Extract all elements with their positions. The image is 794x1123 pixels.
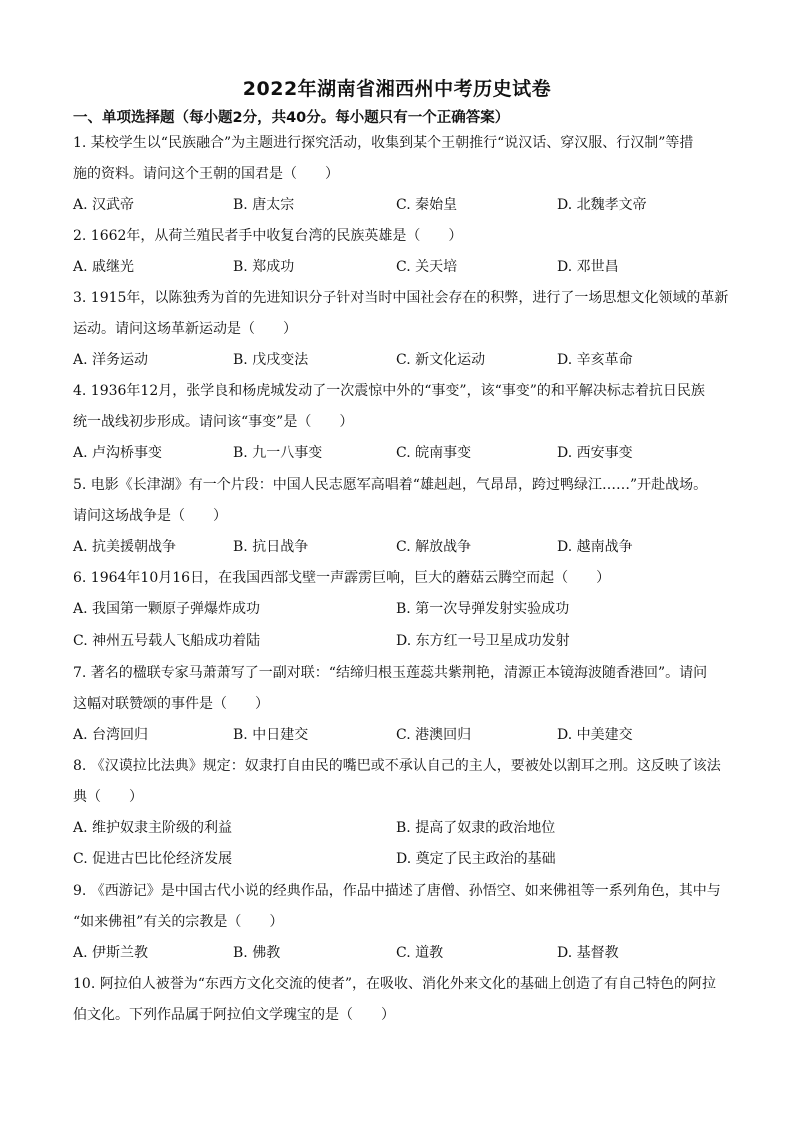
option-d: D. 基督教 [557, 945, 619, 961]
options-7 [73, 720, 723, 751]
question-text: 3. 1915年，以陈独秀为首的先进知识分子针对当时中国社会存在的积弊，进行了一场思想文化领域的革新 [73, 290, 729, 306]
question-text: 施的资料。请问这个王朝的国君是（ ） [73, 166, 339, 182]
option-b: B. 九一八事变 [233, 445, 323, 461]
option-d: D. 中美建交 [557, 727, 633, 743]
options-8-row-2 [73, 844, 723, 875]
question-3 [73, 283, 729, 345]
option-b: B. 唐太宗 [233, 197, 295, 213]
option-d: D. 邓世昌 [557, 259, 619, 275]
options-9 [73, 938, 723, 969]
option-d: D. 北魏孝文帝 [557, 197, 647, 213]
option-c: C. 解放战争 [396, 539, 472, 555]
option-b: B. 中日建交 [233, 727, 309, 743]
option-a: A. 汉武帝 [73, 197, 135, 213]
option-c: C. 促进古巴比伦经济发展 [73, 851, 233, 867]
option-c: C. 关天培 [396, 259, 458, 275]
option-c: C. 港澳回归 [396, 727, 472, 743]
option-a: A. 伊斯兰教 [73, 945, 149, 961]
option-d: D. 奠定了民主政治的基础 [396, 851, 556, 867]
option-d: D. 东方红一号卫星成功发射 [396, 633, 570, 649]
option-d: D. 越南战争 [557, 539, 633, 555]
question-text: 请问这场战争是（ ） [73, 508, 227, 524]
question-9 [73, 876, 723, 938]
option-a: A. 维护奴隶主阶级的利益 [73, 820, 233, 836]
option-a: A. 抗美援朝战争 [73, 539, 177, 555]
question-8 [73, 751, 723, 813]
option-a: A. 洋务运动 [73, 352, 149, 368]
question-4 [73, 376, 723, 438]
question-text: 伯文化。下列作品属于阿拉伯文学瑰宝的是（ ） [73, 1007, 395, 1023]
options-1 [73, 190, 723, 221]
section-heading: 一、单项选择题（每小题2分，共40分。每小题只有一个正确答案） [73, 110, 510, 126]
question-5 [73, 470, 723, 532]
options-6-row-1 [73, 594, 723, 625]
question-text: 8. 《汉谟拉比法典》规定：奴隶打自由民的嘴巴或不承认自己的主人，要被处以割耳之刑。这反映了该法 [73, 758, 721, 774]
option-b: B. 提高了奴隶的政治地位 [396, 820, 556, 836]
options-4 [73, 438, 723, 469]
option-c: C. 新文化运动 [396, 352, 486, 368]
options-2 [73, 252, 723, 283]
question-text: 5. 电影《长津湖》有一个片段：中国人民志愿军高唱着“雄赳赳，气昂昂，跨过鸭绿江……”开赴战场。 [73, 477, 708, 493]
option-c: C. 道教 [396, 945, 444, 961]
question-text: 1. 某校学生以“民族融合”为主题进行探究活动，收集到某个王朝推行“说汉话、穿汉服、行汉制”等措 [73, 135, 694, 151]
question-text: “如来佛祖”有关的宗教是（ ） [73, 914, 284, 930]
options-3 [73, 345, 723, 376]
question-text: 这幅对联赞颂的事件是（ ） [73, 696, 269, 712]
option-a: A. 戚继光 [73, 259, 135, 275]
question-text: 2. 1662年，从荷兰殖民者手中收复台湾的民族英雄是（ ） [73, 228, 463, 244]
question-text: 9. 《西游记》是中国古代小说的经典作品，作品中描述了唐僧、孙悟空、如来佛祖等一系列角色，其中与 [73, 883, 721, 899]
question-text: 6. 1964年10月16日，在我国西部戈壁一声霹雳巨响，巨大的蘑菇云腾空而起（ ） [73, 570, 611, 586]
option-b: B. 郑成功 [233, 259, 295, 275]
option-a: A. 我国第一颗原子弹爆炸成功 [73, 601, 261, 617]
question-7 [73, 658, 723, 720]
question-text: 运动。请问这场革新运动是（ ） [73, 321, 297, 337]
option-d: D. 西安事变 [557, 445, 633, 461]
question-text: 统一战线初步形成。请问该“事变”是（ ） [73, 414, 354, 430]
option-b: B. 第一次导弹发射实验成功 [396, 601, 570, 617]
options-5 [73, 532, 723, 563]
question-text: 10. 阿拉伯人被誉为“东西方文化交流的使者”，在吸收、消化外来文化的基础上创造了有自己特色的阿拉 [73, 976, 717, 992]
question-6 [73, 563, 723, 594]
question-text: 典（ ） [73, 789, 143, 805]
options-8-row-1 [73, 813, 723, 844]
option-c: C. 秦始皇 [396, 197, 458, 213]
option-a: A. 卢沟桥事变 [73, 445, 163, 461]
page-title: 2022年湖南省湘西州中考历史试卷 [242, 78, 552, 100]
option-c: C. 皖南事变 [396, 445, 472, 461]
option-b: B. 抗日战争 [233, 539, 309, 555]
option-b: B. 戊戌变法 [233, 352, 309, 368]
question-2 [73, 221, 723, 252]
option-b: B. 佛教 [233, 945, 281, 961]
question-text: 7. 著名的楹联专家马萧萧写了一副对联：“结缔归根玉莲蕊共紫荆艳，清源正本镜海波随香港回”。请问 [73, 665, 708, 681]
option-a: A. 台湾回归 [73, 727, 149, 743]
option-c: C. 神州五号载人飞船成功着陆 [73, 633, 261, 649]
question-10 [73, 969, 723, 1031]
question-text: 4. 1936年12月，张学良和杨虎城发动了一次震惊中外的“事变”，该“事变”的和平解决标志着抗日民族 [73, 383, 705, 399]
question-1 [73, 128, 723, 190]
options-6-row-2 [73, 626, 723, 657]
option-d: D. 辛亥革命 [557, 352, 633, 368]
